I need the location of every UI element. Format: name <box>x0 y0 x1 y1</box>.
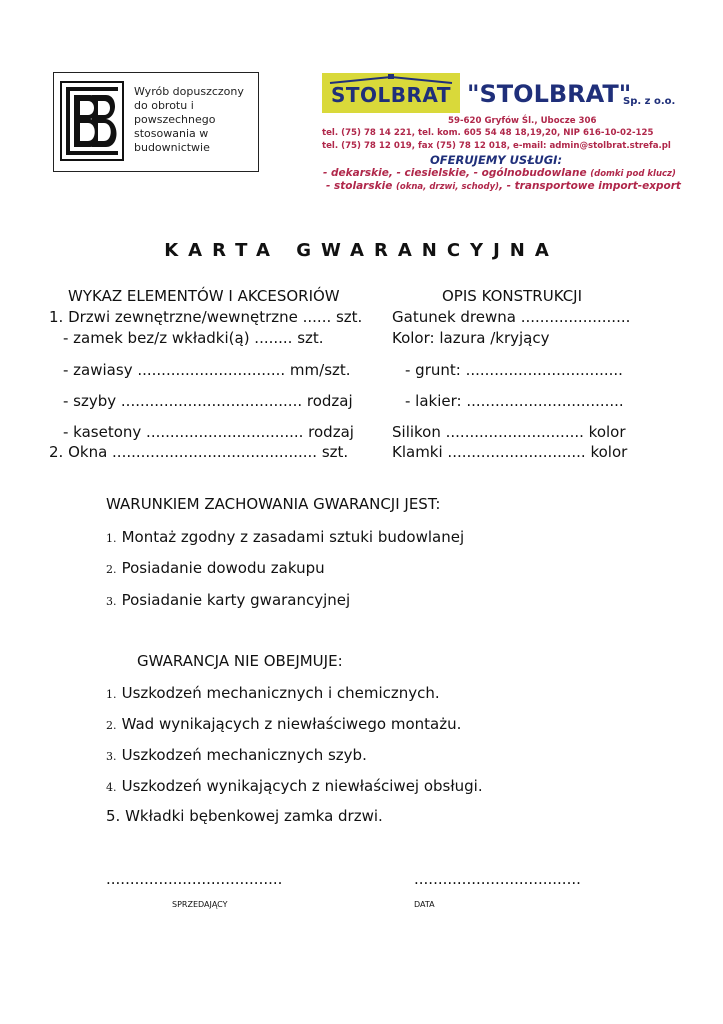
condition-number: 3. <box>106 595 117 608</box>
conditions-heading: WARUNKIEM ZACHOWANIA GWARANCJI JEST: <box>106 495 441 513</box>
exclusion-text: Wad wynikających z niewłaściwego montażu. <box>121 715 462 733</box>
services-main: - dekarskie, - ciesielskie, - ogólnobudowlane <box>323 167 587 179</box>
services-note: (domki pod klucz) <box>590 169 676 179</box>
cert-line: budownictwie <box>134 141 210 154</box>
exclusion-number: 3. <box>106 750 117 763</box>
construction-item: Klamki ............................. kolor <box>392 443 628 461</box>
date-signature-line: ................................... <box>414 870 581 888</box>
condition-text: Posiadanie dowodu zakupu <box>121 559 325 577</box>
exclusions-heading: GWARANCJA NIE OBEJMUJE: <box>137 652 343 670</box>
brand-name: STOLBRAT <box>330 83 451 107</box>
services-carpentry: - stolarskie <box>326 180 393 192</box>
condition-text: Posiadanie karty gwarancyjnej <box>121 591 351 609</box>
exclusion-number: 5. <box>106 807 121 825</box>
element-item: - zamek bez/z wkładki(ą) ........ szt. <box>63 329 324 347</box>
date-label: DATA <box>414 900 435 909</box>
exclusion-number: 1. <box>106 688 117 701</box>
certification-box <box>53 72 259 172</box>
exclusion-item <box>106 683 440 702</box>
services-line-1 <box>323 167 676 179</box>
construction-item: - grunt: ................................. <box>405 361 623 379</box>
cert-line: Wyrób dopuszczony <box>134 85 244 98</box>
construction-item: - lakier: ................................. <box>405 392 624 410</box>
condition-item <box>106 527 464 546</box>
exclusion-text: Uszkodzeń mechanicznych i chemicznych. <box>121 684 440 702</box>
cert-line: powszechnego <box>134 113 216 126</box>
exclusion-number: 4. <box>106 781 117 794</box>
services-heading: OFERUJEMY USŁUGI: <box>430 153 563 167</box>
company-phone-line-2: tel. (75) 78 12 019, fax (75) 78 12 018, e-mail: admin@stolbrat.strefa.pl <box>322 141 671 151</box>
condition-number: 1. <box>106 532 117 545</box>
construction-heading: OPIS KONSTRUKCJI <box>442 287 583 305</box>
building-approval-logo-icon <box>60 81 124 161</box>
cert-line: do obrotu i <box>134 99 194 112</box>
construction-item: Gatunek drewna ....................... <box>392 308 631 326</box>
exclusion-item <box>106 776 483 795</box>
construction-item: Silikon ............................. kolor <box>392 423 626 441</box>
condition-item <box>106 558 325 577</box>
company-legal-form: Sp. z o.o. <box>623 96 676 107</box>
company-name: "STOLBRAT" <box>467 80 632 108</box>
company-logo <box>322 73 460 113</box>
company-phone-line-1: tel. (75) 78 14 221, tel. kom. 605 54 48 18,19,20, NIP 616-10-02-125 <box>322 128 654 138</box>
element-item: - zawiasy ............................... mm/szt. <box>63 361 351 379</box>
company-address: 59-620 Gryfów Śl., Ubocze 306 <box>448 116 597 126</box>
element-item: - szyby ...................................... rodzaj <box>63 392 353 410</box>
seller-label: SPRZEDAJĄCY <box>172 900 228 909</box>
exclusion-item <box>106 745 367 764</box>
services-line-2 <box>326 180 681 192</box>
exclusion-text: Uszkodzeń mechanicznych szyb. <box>121 746 367 764</box>
exclusion-item <box>106 807 383 825</box>
element-item: - kasetony ................................. rodzaj <box>63 423 354 441</box>
document-title: KARTA GWARANCYJNA <box>164 240 559 261</box>
elements-heading: WYKAZ ELEMENTÓW I AKCESORIÓW <box>68 287 340 305</box>
cert-line: stosowania w <box>134 127 209 140</box>
construction-item: Kolor: lazura /kryjący <box>392 329 550 347</box>
services-carpentry-note: (okna, drzwi, schody) <box>395 182 499 192</box>
exclusion-item <box>106 714 461 733</box>
exclusion-text: Uszkodzeń wynikających z niewłaściwej obsługi. <box>121 777 483 795</box>
element-item: 1. Drzwi zewnętrzne/wewnętrzne ...... szt. <box>49 308 363 326</box>
condition-number: 2. <box>106 563 117 576</box>
element-item: 2. Okna ........................................... szt. <box>49 443 349 461</box>
condition-item <box>106 590 350 609</box>
services-transport: , - transportowe import-export <box>499 180 681 192</box>
certification-text <box>134 85 256 155</box>
exclusion-text: Wkładki bębenkowej zamka drzwi. <box>125 807 383 825</box>
condition-text: Montaż zgodny z zasadami sztuki budowlanej <box>121 528 465 546</box>
exclusion-number: 2. <box>106 719 117 732</box>
seller-signature-line: ..................................... <box>106 870 283 888</box>
